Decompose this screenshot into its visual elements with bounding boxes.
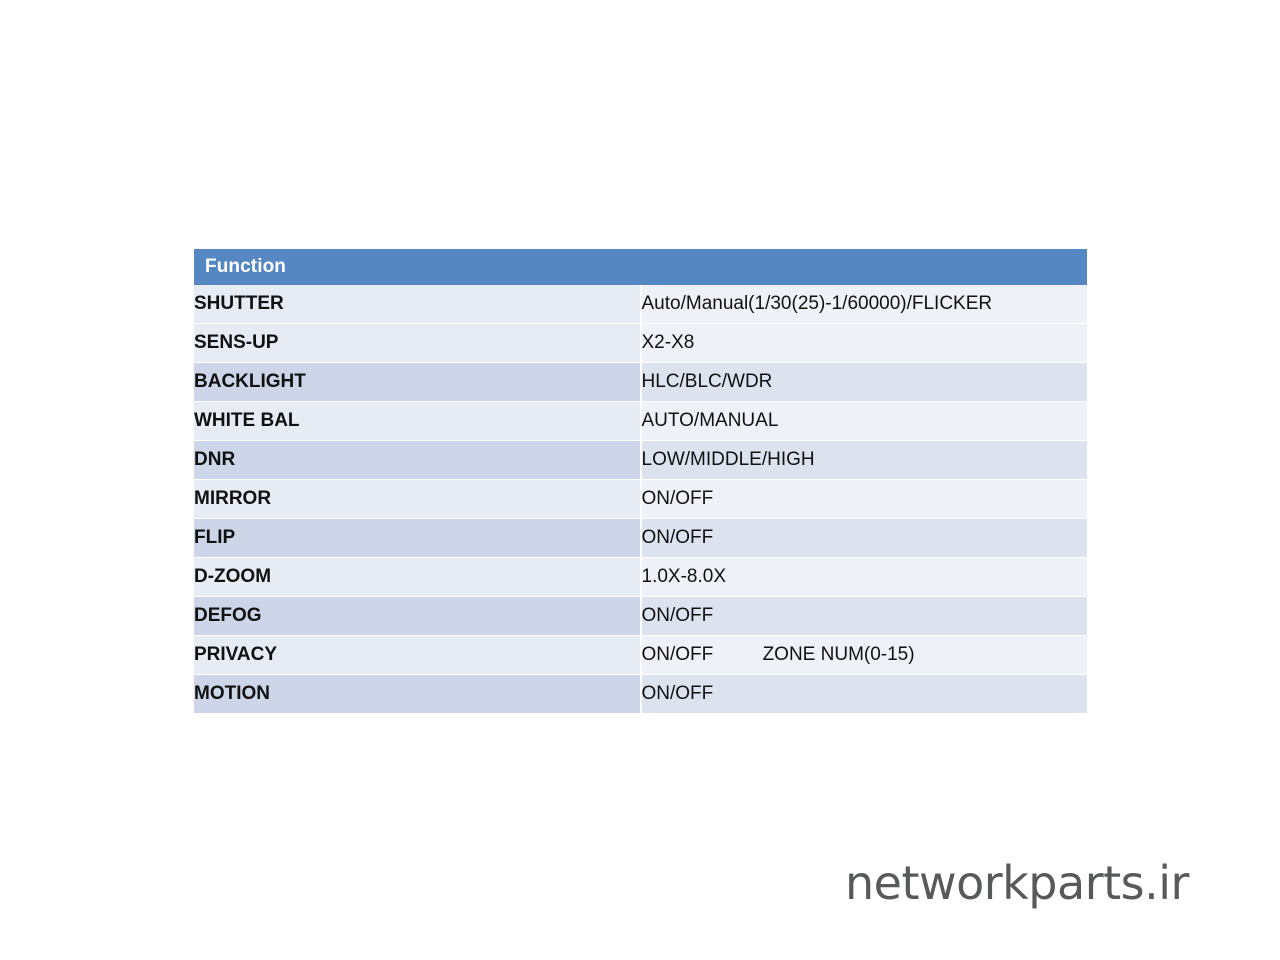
cell-function-value xyxy=(641,402,1088,441)
value-text: 1.0X-8.0X xyxy=(641,566,726,587)
value-extra-text: ZONE NUM(0-15) xyxy=(762,644,915,665)
value-text: HLC/BLC/WDR xyxy=(641,371,773,392)
cell-function-name: DNR xyxy=(194,441,641,480)
cell-function-value xyxy=(641,597,1088,636)
cell-function-value xyxy=(641,480,1088,519)
cell-function-value xyxy=(641,636,1088,675)
table-row xyxy=(194,636,1087,675)
table-row xyxy=(194,558,1087,597)
cell-function-name: D-ZOOM xyxy=(194,558,641,597)
cell-function-name: SENS-UP xyxy=(194,324,641,363)
table-head xyxy=(194,249,1087,285)
table-body xyxy=(194,285,1087,714)
value-text: Auto/Manual(1/30(25)-1/60000)/FLICKER xyxy=(641,293,993,314)
cell-function-name: PRIVACY xyxy=(194,636,641,675)
value-text: X2-X8 xyxy=(641,332,695,353)
cell-function-name: MOTION xyxy=(194,675,641,714)
table-row xyxy=(194,402,1087,441)
cell-function-name: FLIP xyxy=(194,519,641,558)
cell-function-value xyxy=(641,324,1088,363)
table-row xyxy=(194,441,1087,480)
table-row xyxy=(194,324,1087,363)
watermark-text: networkparts.ir xyxy=(845,856,1189,910)
cell-function-name: DEFOG xyxy=(194,597,641,636)
table-row xyxy=(194,480,1087,519)
table-header-row xyxy=(194,249,1087,285)
watermark-logo xyxy=(845,853,1215,913)
cell-function-name: MIRROR xyxy=(194,480,641,519)
cell-function-name: SHUTTER xyxy=(194,285,641,324)
cell-function-value xyxy=(641,441,1088,480)
cell-function-name: BACKLIGHT xyxy=(194,363,641,402)
value-text: AUTO/MANUAL xyxy=(641,410,779,431)
table-row xyxy=(194,597,1087,636)
cell-function-name: WHITE BAL xyxy=(194,402,641,441)
value-text: ON/OFF xyxy=(641,644,714,665)
table-row xyxy=(194,285,1087,324)
value-text: ON/OFF xyxy=(641,527,714,548)
table-row xyxy=(194,675,1087,714)
function-spec-table xyxy=(194,249,1087,714)
cell-function-value xyxy=(641,519,1088,558)
value-text: LOW/MIDDLE/HIGH xyxy=(641,449,815,470)
table-row xyxy=(194,519,1087,558)
value-text: ON/OFF xyxy=(641,605,714,626)
column-header-function: Function xyxy=(194,249,1087,285)
value-text: ON/OFF xyxy=(641,683,714,704)
table-row xyxy=(194,363,1087,402)
value-text: ON/OFF xyxy=(641,488,714,509)
cell-function-value xyxy=(641,558,1088,597)
cell-function-value xyxy=(641,675,1088,714)
cell-function-value xyxy=(641,285,1088,324)
cell-function-value xyxy=(641,363,1088,402)
